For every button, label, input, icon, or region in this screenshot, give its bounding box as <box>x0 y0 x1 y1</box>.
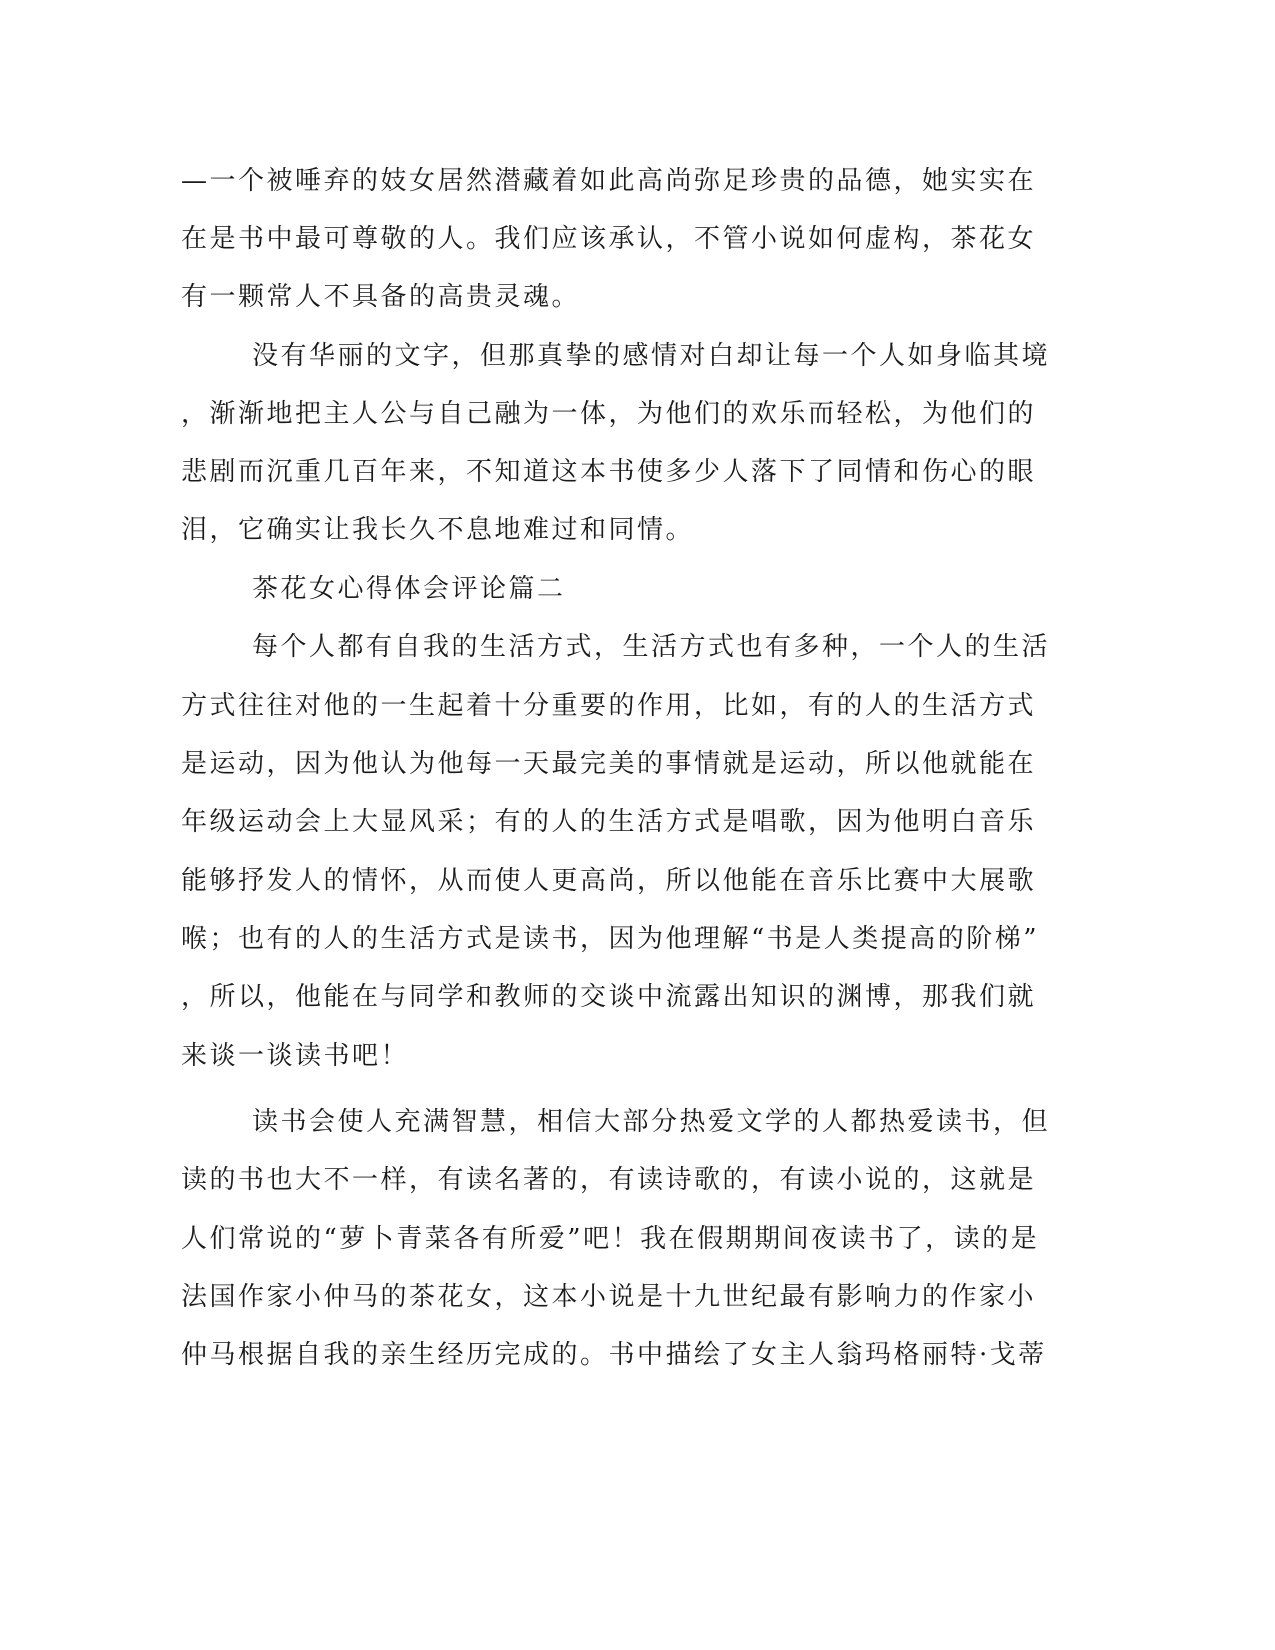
paragraph-start-line: 读书会使人充满智慧，相信大部分热爱文学的人都热爱读书，但 <box>252 1107 1051 1137</box>
text-line: 读的书也大不一样，有读名著的，有读诗歌的，有读小说的，这就是 <box>181 1165 1037 1195</box>
text-line: 泪，它确实让我长久不息地难过和同情。 <box>181 515 695 545</box>
section-heading: 茶花女心得体会评论篇二 <box>252 574 566 604</box>
text-line: 在是书中最可尊敬的人。我们应该承认，不管小说如何虚构，茶花女 <box>181 224 1037 254</box>
text-line: 法国作家小仲马的茶花女，这本小说是十九世纪最有影响力的作家小 <box>181 1282 1037 1312</box>
text-line: 是运动，因为他认为他每一天最完美的事情就是运动，所以他就能在 <box>181 749 1037 779</box>
text-line: 来谈一谈读书吧！ <box>181 1041 410 1071</box>
text-line: 有一颗常人不具备的高贵灵魂。 <box>181 282 581 312</box>
text-line: ，所以，他能在与同学和教师的交谈中流露出知识的渊博，那我们就 <box>181 982 1037 1012</box>
paragraph-start-line: 每个人都有自我的生活方式，生活方式也有多种，一个人的生活 <box>252 632 1051 662</box>
text-line: ，渐渐地把主人公与自己融为一体，为他们的欢乐而轻松，为他们的 <box>181 399 1037 429</box>
text-line: 能够抒发人的情怀，从而使人更高尚，所以他能在音乐比赛中大展歌 <box>181 866 1037 896</box>
paragraph-start-line: 没有华丽的文字，但那真挚的感情对白却让每一个人如身临其境 <box>252 341 1051 371</box>
text-line: 仲马根据自我的亲生经历完成的。书中描绘了女主人翁玛格丽特·戈蒂 <box>181 1340 1047 1370</box>
text-line: 喉；也有的人的生活方式是读书，因为他理解“书是人类提高的阶梯” <box>181 924 1040 954</box>
text-line: 悲剧而沉重几百年来，不知道这本书使多少人落下了同情和伤心的眼 <box>181 457 1037 487</box>
text-line: 人们常说的“萝卜青菜各有所爱”吧！我在假期期间夜读书了，读的是 <box>181 1224 1040 1254</box>
text-line: —一个被唾弃的妓女居然潜藏着如此高尚弥足珍贵的品德，她实实在 <box>181 166 1037 196</box>
text-line: 年级运动会上大显风采；有的人的生活方式是唱歌，因为他明白音乐 <box>181 807 1037 837</box>
text-line: 方式往往对他的一生起着十分重要的作用，比如，有的人的生活方式 <box>181 691 1037 721</box>
